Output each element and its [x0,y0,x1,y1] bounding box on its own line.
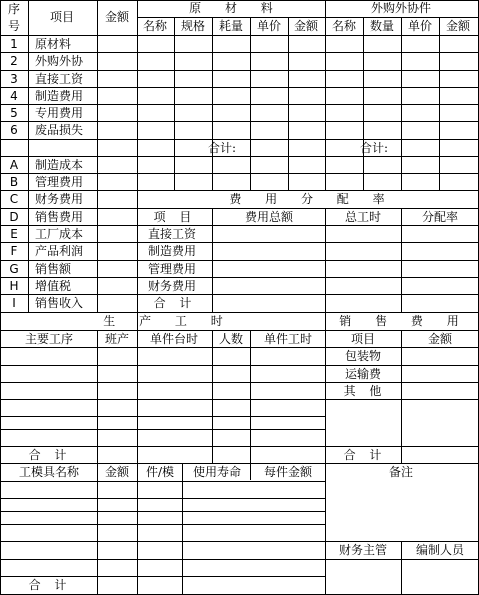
row-name: 销售收入 [35,296,84,310]
row-name: 工厂成本 [35,227,84,241]
out-subtotal-label: 合计: [359,141,389,155]
sales-total: 合 计 [343,448,387,462]
rule [0,35,479,36]
seq-header: 序号 [7,2,20,33]
outsourced-header: 外购外协件 [370,1,432,15]
compiler-label: 编制人员 [415,543,465,557]
rule [0,511,325,512]
row-name: 销售费用 [35,210,84,224]
row-no: 1 [10,37,18,51]
row-name: 制造费用 [35,89,84,103]
row-name: 产品利润 [35,244,84,258]
allocation-item: 制造费用 [148,244,197,258]
allocation-total: 合 计 [153,296,197,310]
tooling-col-name: 工模具名称 [18,465,80,479]
tooling-col-unit-amount: 每件金额 [263,465,313,479]
tooling-col-amount: 金额 [104,465,130,479]
rule [250,463,251,480]
raw-col-spec: 规格 [180,19,206,33]
row-no: 6 [10,123,18,137]
row-name: 管理费用 [35,175,84,189]
rule [0,260,479,261]
row-name: 财务费用 [35,192,84,206]
allocation-item: 管理费用 [148,262,197,276]
raw-col-price: 单价 [256,19,282,33]
allocation-item: 直接工资 [148,227,197,241]
production-title: 生 产 工 时 [103,314,233,328]
rule [0,416,325,417]
rule [401,541,402,595]
raw-col-name: 名称 [142,19,168,33]
production-col-process: 主要工序 [24,332,74,346]
rule [182,463,183,595]
rule [0,498,325,499]
tooling-total: 合 计 [28,578,72,592]
item-header: 项目 [49,10,75,24]
rule [0,139,479,140]
sales-col-item: 项目 [350,332,376,346]
rule [0,365,479,366]
production-col-shift-output: 班产 [104,332,130,346]
out-col-amount: 金额 [445,19,471,33]
row-name: 直接工资 [35,72,84,86]
row-no: B [9,175,19,189]
row-name: 制造成本 [35,158,84,172]
rule [0,481,325,482]
row-name: 增值税 [35,279,72,293]
allocation-col-rate: 分配率 [421,210,459,224]
sales-col-amount: 金额 [427,332,453,346]
border-left [0,0,1,595]
row-no: A [9,158,19,172]
tooling-col-pieces-per-mold: 件/模 [145,465,175,479]
sales-item: 其 他 [343,384,387,398]
row-no: F [10,244,18,258]
rule [0,429,325,430]
row-name: 销售额 [35,262,72,276]
rule [325,312,326,595]
raw-material-header: 原 材 料 [189,1,283,15]
sales-item: 包装物 [344,349,382,363]
row-no: E [10,227,18,241]
finance-supervisor-label: 财务主管 [338,543,388,557]
amount-header: 金额 [104,10,130,24]
row-name: 专用费用 [35,106,84,120]
tooling-col-service-life: 使用寿命 [192,465,242,479]
row-no: D [9,210,19,224]
rule [0,446,479,447]
rule [137,0,138,595]
rule [212,330,213,463]
row-no: 5 [10,106,18,120]
row-no: I [12,296,16,310]
rule [401,208,402,312]
sales-item: 运输费 [344,367,382,381]
allocation-col-item: 项 目 [153,210,197,224]
production-col-headcount: 人数 [218,332,244,346]
row-no: 3 [10,72,18,86]
out-col-name: 名称 [331,19,357,33]
rule [0,524,325,525]
row-no: H [9,279,19,293]
out-col-qty: 数量 [369,19,395,33]
row-no: G [9,262,19,276]
production-col-unit-hours: 单件工时 [263,332,313,346]
allocation-title: 费 用 分 配 率 [229,192,395,206]
allocation-col-total-hours: 总工时 [344,210,382,224]
rule [0,541,479,542]
rule [250,330,251,463]
raw-col-consumption: 耗量 [218,19,244,33]
sales-expense-title: 销 售 费 用 [339,314,469,328]
rule [0,277,479,278]
rule [401,330,402,463]
rule [325,0,326,190]
production-total: 合 计 [28,448,72,462]
row-name: 废品损失 [35,123,84,137]
rule [325,208,326,312]
row-name: 原材料 [35,37,72,51]
rule [0,559,479,560]
out-col-price: 单价 [407,19,433,33]
rule [0,382,479,383]
row-no: 4 [10,89,18,103]
production-col-unit-machine-hours: 单件台时 [149,332,199,346]
rule [0,347,479,348]
row-no: 2 [10,54,18,68]
raw-col-amount: 金额 [293,19,319,33]
rule [212,208,213,312]
allocation-item: 财务费用 [148,279,197,293]
rule [0,399,479,400]
rule [97,330,98,595]
raw-subtotal-label: 合计: [207,141,237,155]
row-no: C [9,192,19,206]
remarks-label: 备注 [388,465,414,479]
allocation-col-total-expense: 费用总额 [244,210,294,224]
row-name: 外购外协 [35,54,84,68]
